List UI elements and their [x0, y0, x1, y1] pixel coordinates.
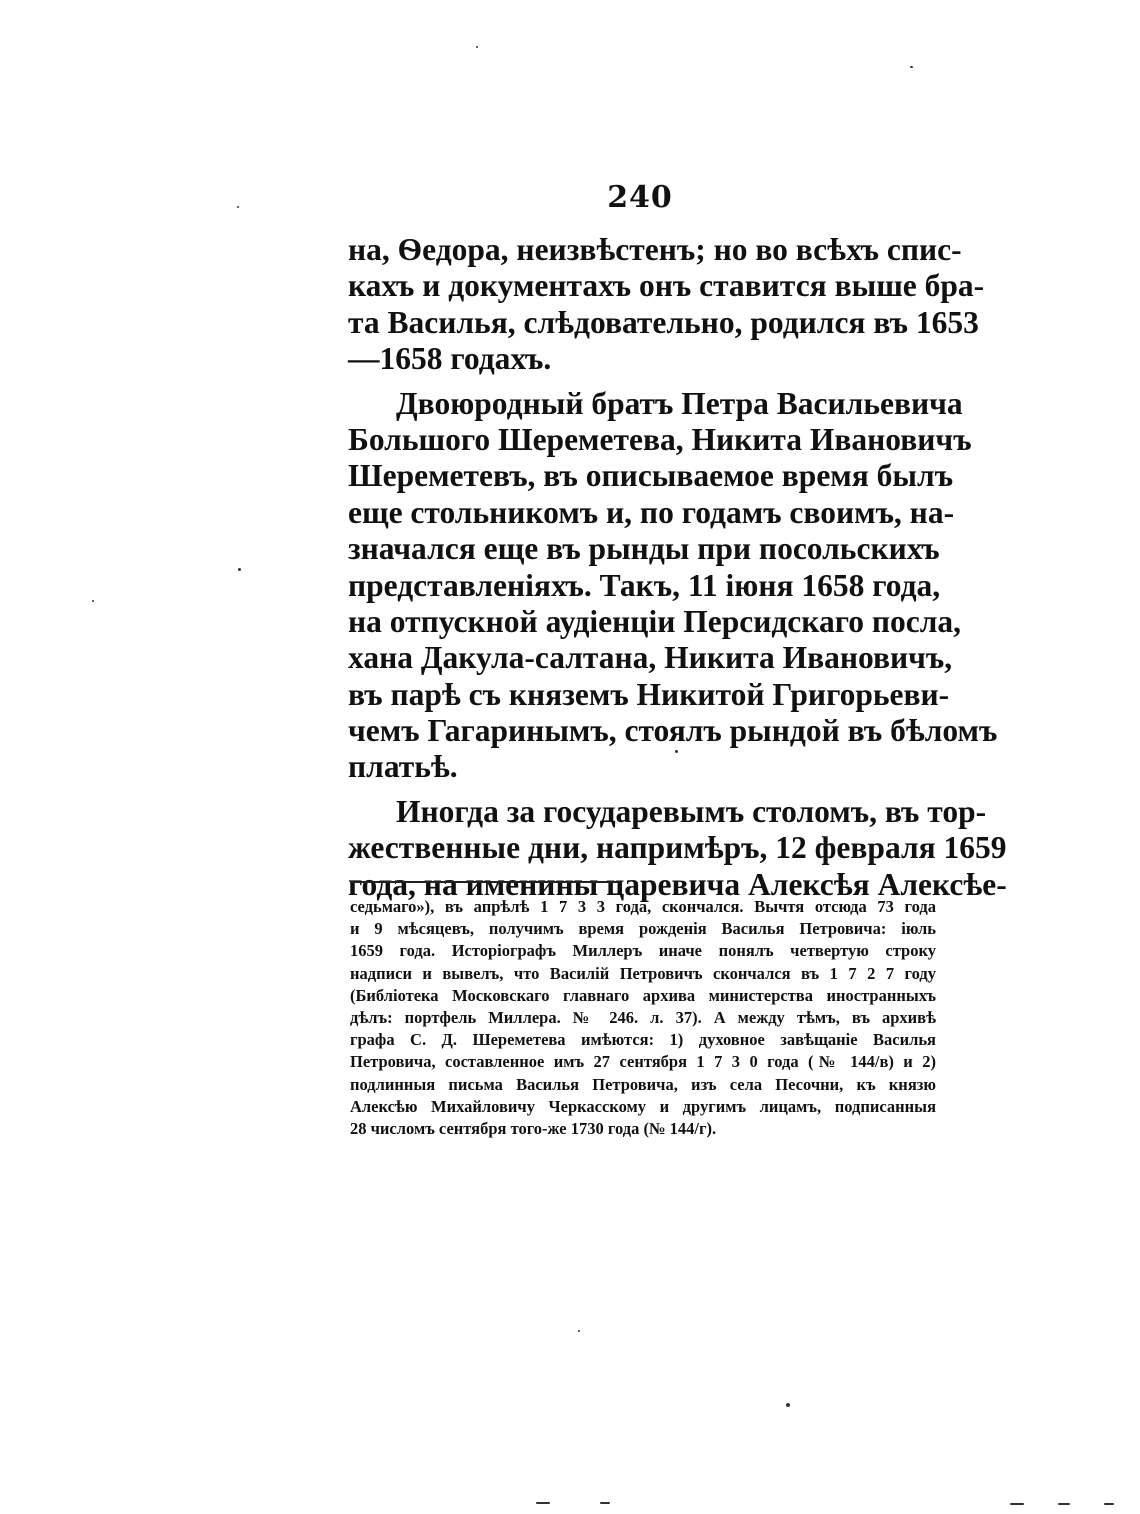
paragraph: [348, 385, 998, 786]
text-line: представленiяхъ. Такъ, 11 iюня 1658 года,: [348, 567, 941, 603]
footnote-line: графа С. Д. Шереметева имѣются: 1) духовное завѣщанiе Василья: [350, 1030, 936, 1050]
text-line: та Василья, слѣдовательно, родился въ 1653: [348, 304, 979, 340]
footnote-line: и 9 мѣсяцевъ, получимъ время рожденiя Василья Петровича: iюль: [350, 919, 936, 939]
scan-speck: [786, 1403, 790, 1407]
page-number: 240: [607, 180, 673, 215]
footnote-divider: [350, 881, 620, 883]
text-line: кахъ и документахъ онъ ставится выше бра-: [348, 268, 985, 304]
text-line: года, на именины царевича Алексѣя Алексѣе-: [348, 866, 1007, 902]
scan-speck: [675, 750, 678, 753]
footnote-line: 1659 года. Исторiографъ Миллеръ иначе понялъ четвертую строку: [350, 941, 936, 961]
paragraph: [348, 232, 985, 378]
scan-speck: [476, 46, 478, 48]
text-line: Иногда за государевымъ столомъ, въ тор-: [396, 793, 987, 829]
scan-speck: [536, 1502, 550, 1504]
text-line: платьѣ.: [348, 749, 458, 785]
text-line: хана Дакула-салтана, Никита Ивановичъ,: [348, 640, 953, 676]
text-line: Большого Шереметева, Никита Ивановичъ: [348, 421, 972, 457]
scan-speck: [600, 1502, 610, 1504]
footnote-line: надписи и вывелъ, что Василiй Петровичъ скончался въ 1 7 2 7 году: [350, 963, 936, 983]
text-line: жественные дни, напримѣръ, 12 февраля 1659: [348, 830, 1007, 866]
scan-speck: [92, 600, 94, 602]
text-line: чемъ Гагаринымъ, стоялъ рындой въ бѣломъ: [348, 713, 998, 749]
footnote-line: Алексѣю Михайловичу Черкасскому и другимъ лицамъ, подписанныя: [350, 1096, 936, 1116]
scan-speck: [237, 206, 239, 208]
text-line: —1658 годахъ.: [348, 341, 552, 377]
footnote-line: (Библiотека Московскаго главнаго архива министерства иностранныхъ: [350, 985, 936, 1005]
scan-speck: [1104, 1503, 1114, 1505]
footnote-line: 28 числомъ сентября того-же 1730 года (№ 144/г).: [350, 1118, 717, 1138]
text-line: еще стольникомъ и, по годамъ своимъ, на-: [348, 494, 955, 530]
text-line: Двоюродный братъ Петра Васильевича: [396, 385, 963, 421]
paragraph: [348, 793, 1007, 903]
scan-speck: [1058, 1503, 1070, 1505]
scan-speck: [238, 568, 241, 571]
scan-speck: [910, 66, 913, 68]
footnote-line: подлинныя письма Василья Петровича, изъ села Песочни, къ князю: [350, 1074, 936, 1094]
text-line: на отпускной аудiенцiи Персидскаго посла,: [348, 603, 962, 639]
text-line: Шереметевъ, въ описываемое время былъ: [348, 458, 954, 494]
text-line: значался еще въ рынды при посольскихъ: [348, 531, 940, 567]
text-line: на, Ѳедора, неизвѣстенъ; но во всѣхъ спис-: [348, 232, 962, 267]
footnote-line: седьмаго»), въ апрѣлѣ 1 7 3 3 года, скончался. Вычтя отсюда 73 года: [350, 897, 936, 916]
footnote: [350, 896, 936, 1140]
scan-speck: [1010, 1503, 1024, 1505]
main-text: [348, 232, 1007, 903]
footnote-line: дѣлъ: портфель Миллера. № 246. л. 37). А между тѣмъ, въ архивѣ: [350, 1007, 936, 1027]
footnote-line: Петровича, составленное имъ 27 сентября 1 7 3 0 года (№ 144/в) и 2): [350, 1052, 936, 1072]
text-line: въ парѣ съ княземъ Никитой Григорьеви-: [348, 676, 950, 712]
scan-speck: [578, 1330, 580, 1332]
